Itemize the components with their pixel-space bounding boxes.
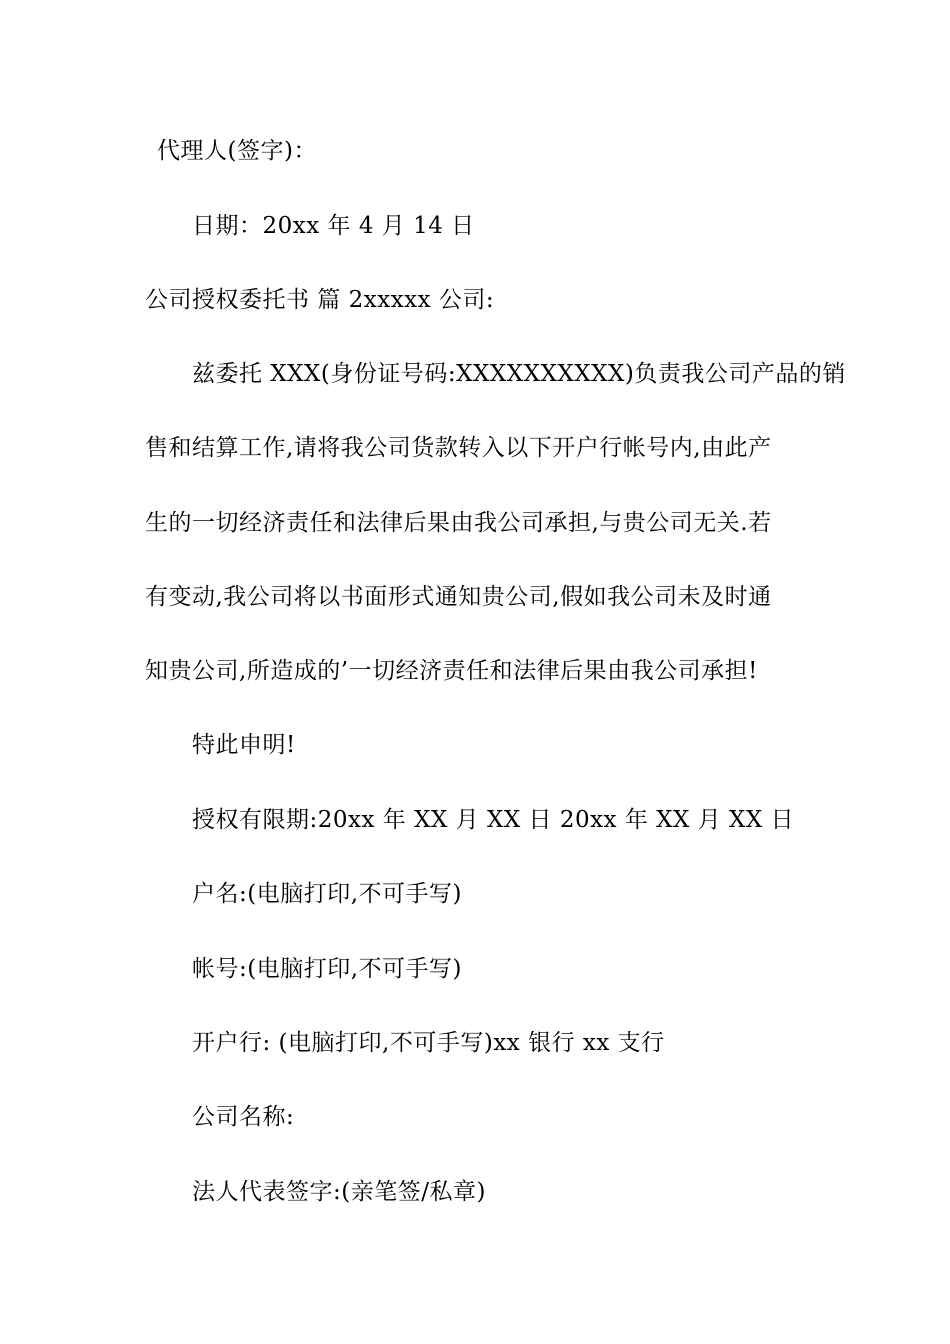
account-name-line: 户名:(电脑打印,不可手写) [192,881,463,907]
account-number-line: 帐号:(电脑打印,不可手写) [192,956,463,982]
declaration-line: 特此申明! [192,732,296,758]
validity-period-line: 授权有限期:20xx 年 XX 月 XX 日 20xx 年 XX 月 XX 日 [192,807,795,833]
paragraph-line: 有变动,我公司将以书面形式通知贵公司,假如我公司未及时通 [145,584,772,610]
legal-rep-signature-line: 法人代表签字:(亲笔签/私章) [192,1179,486,1205]
paragraph-line: 售和结算工作,请将我公司货款转入以下开户行帐号内,由此产 [145,435,772,461]
agent-signature-line: 代理人(签字)： [157,138,317,164]
paragraph-line: 知贵公司,所造成的’一切经济责任和法律后果由我公司承担! [145,658,758,684]
paragraph-line: 兹委托 XXX(身份证号码:XXXXXXXXXX)负责我公司产品的销 [192,361,846,387]
section-heading: 公司授权委托书 篇 2xxxxx 公司: [145,287,495,313]
company-name-line: 公司名称: [192,1104,295,1130]
bank-line: 开户行: (电脑打印,不可手写)xx 银行 xx 支行 [192,1030,665,1056]
date-line: 日期：20xx 年 4 月 14 日 [192,213,475,239]
paragraph-line: 生的一切经济责任和法律后果由我公司承担,与贵公司无关.若 [145,510,772,536]
